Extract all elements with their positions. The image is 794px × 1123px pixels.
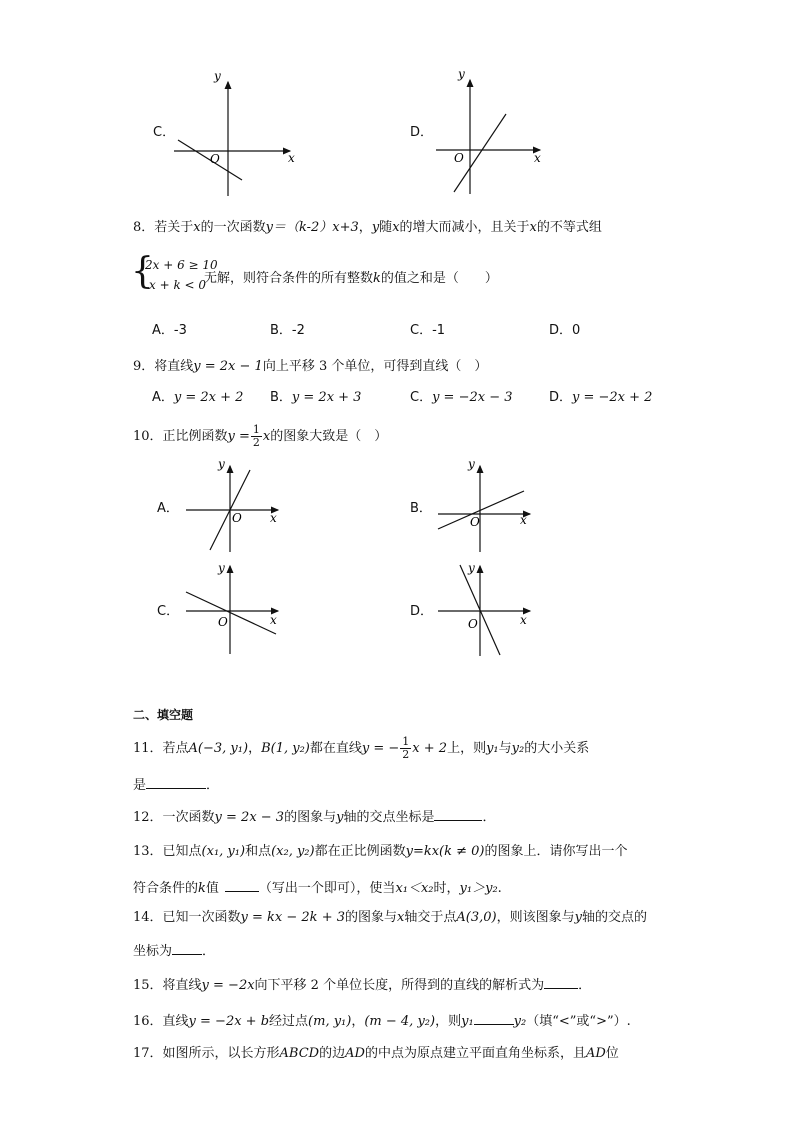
answer-blank[interactable] xyxy=(434,806,482,821)
eq: y = kx − 2k + 3 xyxy=(240,910,345,925)
text: 的不等式组 xyxy=(536,220,602,235)
q9-option-b[interactable] xyxy=(270,389,361,407)
var: y xyxy=(574,910,582,925)
q8-option-c[interactable]: C．-1 xyxy=(410,323,446,338)
x-label: x xyxy=(270,511,277,525)
text: 8．若关于 xyxy=(133,220,194,235)
denominator: 2 xyxy=(402,748,410,761)
q13-line2 xyxy=(133,877,502,898)
var: x xyxy=(262,429,271,444)
x-label: x xyxy=(520,513,527,527)
point-b: B(1, y₂) xyxy=(261,741,310,756)
q10-option-b-label[interactable]: B． xyxy=(410,501,432,516)
var: y xyxy=(371,220,380,235)
q10-graph-b xyxy=(432,456,542,556)
text: 位 xyxy=(605,1046,619,1061)
text: ． xyxy=(206,778,220,793)
label: B． xyxy=(270,390,292,405)
text: 的一次函数 xyxy=(200,220,266,235)
eq: y = xyxy=(227,429,250,444)
eq: y = −2x xyxy=(201,978,255,993)
q8-stem-line1 xyxy=(133,219,602,237)
q14-line2 xyxy=(133,940,215,961)
q9-option-d[interactable] xyxy=(549,389,652,407)
text: . xyxy=(497,881,502,896)
label: C． xyxy=(410,390,433,405)
section-heading: 二、填空题 xyxy=(133,708,194,722)
text: 12．一次函数 xyxy=(133,810,215,825)
func: y＝（k-2）x+3 xyxy=(265,220,359,235)
text: 10．正比例函数 xyxy=(133,429,228,444)
text: 是 xyxy=(133,778,147,793)
text: 上，则 xyxy=(447,741,487,756)
x-label: x xyxy=(520,613,527,627)
text: 随 xyxy=(379,220,393,235)
origin-label: O xyxy=(470,515,480,529)
cond: x₁＜x₂ xyxy=(395,881,434,896)
point: (x₂, y₂) xyxy=(271,844,315,859)
point: A(3,0) xyxy=(456,910,497,925)
text: 的值之和是（ ） xyxy=(380,271,498,286)
text: 向下平移 2 个单位长度，所得到的直线的解析式为 xyxy=(254,978,545,993)
q12 xyxy=(133,806,496,827)
var: y₂ xyxy=(513,1014,527,1029)
q9-option-a[interactable] xyxy=(152,389,243,407)
q8-inequality-2: x + k < 0 xyxy=(149,278,207,292)
q10-option-a-label[interactable]: A． xyxy=(157,501,179,516)
text: ． xyxy=(578,978,592,993)
numerator: 1 xyxy=(252,423,260,436)
q14-line1 xyxy=(133,909,647,927)
q7-graph-c xyxy=(168,68,308,198)
text: 16．直线 xyxy=(133,1014,189,1029)
var: y₁ xyxy=(461,1014,474,1029)
q17-line1 xyxy=(133,1045,619,1063)
origin-label: O xyxy=(232,511,242,525)
text: 符合条件的 xyxy=(133,881,199,896)
q15 xyxy=(133,974,591,995)
eq: y = 2x − 3 xyxy=(214,810,285,825)
q8-stem-line2 xyxy=(204,270,498,288)
var: x xyxy=(392,220,400,235)
eq: y = −2x + 2 xyxy=(572,390,653,405)
text: 无解，则符合条件的所有整数 xyxy=(204,271,374,286)
numerator: 1 xyxy=(402,735,410,748)
fraction xyxy=(400,736,411,761)
point: (x₁, y₁) xyxy=(201,844,246,859)
y-label: y xyxy=(214,69,221,83)
q10-graph-d xyxy=(432,560,542,660)
text: 经过点 xyxy=(269,1014,309,1029)
eq: y = 2x + 2 xyxy=(173,390,244,405)
var: AD xyxy=(345,1046,365,1061)
eq: y = 2x + 3 xyxy=(291,390,362,405)
text: 与 xyxy=(498,741,512,756)
eq: y = −2x + b xyxy=(188,1014,270,1029)
graph-line xyxy=(186,592,276,634)
text: ， xyxy=(248,741,262,756)
y-label: y xyxy=(468,457,475,471)
q16 xyxy=(133,1010,631,1031)
origin-label: O xyxy=(468,617,478,631)
q11-line1 xyxy=(133,736,589,761)
answer-blank[interactable] xyxy=(172,940,202,955)
graph-line xyxy=(438,491,524,529)
text: 的图象大致是（ ） xyxy=(270,429,388,444)
origin-label: O xyxy=(210,152,220,166)
x-label: x xyxy=(534,151,541,165)
text: 的增大而减小，且关于 xyxy=(399,220,530,235)
text: 轴交于点 xyxy=(404,910,457,925)
text: 15．将直线 xyxy=(133,978,202,993)
var: AD xyxy=(585,1046,606,1061)
y-label: y xyxy=(468,561,475,575)
point: (m − 4, y₂) xyxy=(364,1014,436,1029)
text: ， xyxy=(351,1014,365,1029)
text: 坐标为 xyxy=(133,944,173,959)
text: 轴的交点的 xyxy=(581,910,647,925)
eq: y = 2x − 1 xyxy=(193,359,263,374)
eq: y = − xyxy=(361,741,400,756)
var: x xyxy=(193,220,201,235)
q8-option-b[interactable]: B．-2 xyxy=(270,323,305,338)
var: x xyxy=(397,910,405,925)
text: 值 xyxy=(205,881,219,896)
text: （写出一个即可），使当 xyxy=(258,881,396,896)
var: ABCD xyxy=(279,1046,320,1061)
y-label: y xyxy=(218,457,225,471)
fraction xyxy=(251,424,262,449)
x-label: x xyxy=(288,151,295,165)
eq: y=kx(k ≠ 0) xyxy=(405,844,485,859)
q8-inequality-1: 2x + 6 ≥ 10 xyxy=(145,258,218,272)
text: 都在正比例函数 xyxy=(314,844,406,859)
eq: x + 2 xyxy=(412,741,448,756)
cond: y₁＞y₂ xyxy=(459,881,498,896)
text: 时， xyxy=(433,881,460,896)
var: y₂ xyxy=(511,741,525,756)
text: （填“<”或“>”）. xyxy=(526,1014,631,1029)
origin-label: O xyxy=(454,151,464,165)
q9-option-c[interactable] xyxy=(410,389,513,407)
point: (m, y₁) xyxy=(308,1014,352,1029)
q8-option-a[interactable]: A．-3 xyxy=(152,323,187,338)
denominator: 2 xyxy=(252,436,260,449)
text: 13．已知点 xyxy=(133,844,202,859)
q10-graph-c xyxy=(180,560,290,660)
q7-option-d-label: D． xyxy=(410,125,434,140)
label: D． xyxy=(549,390,573,405)
origin-label: O xyxy=(218,615,228,629)
q10-option-c-label[interactable]: C． xyxy=(157,604,180,619)
x-label: x xyxy=(270,613,277,627)
eq: y = −2x − 3 xyxy=(432,390,513,405)
label: A． xyxy=(152,390,174,405)
text: ，则 xyxy=(435,1014,462,1029)
q10-stem xyxy=(133,424,387,449)
system-brace: { xyxy=(131,251,154,292)
text: ， xyxy=(358,220,372,235)
q7-option-c-label: C． xyxy=(153,125,176,140)
text: 的图象与 xyxy=(345,910,398,925)
q10-graph-a xyxy=(180,456,290,556)
y-label: y xyxy=(218,561,225,575)
text: 11．若点 xyxy=(133,741,189,756)
text: 的图象上．请你写出一个 xyxy=(484,844,628,859)
text: ． xyxy=(482,810,496,825)
text: ，则该图象与 xyxy=(496,910,575,925)
var: y xyxy=(336,810,344,825)
q13-line1 xyxy=(133,843,628,861)
point-a: A(−3, y₁) xyxy=(188,741,249,756)
var: k xyxy=(373,271,381,286)
y-label: y xyxy=(458,67,465,81)
var: k xyxy=(198,881,206,896)
text: 和点 xyxy=(245,844,272,859)
text: 都在直线 xyxy=(309,741,362,756)
text: ． xyxy=(202,944,216,959)
text: 14．已知一次函数 xyxy=(133,910,241,925)
q10-option-d-label[interactable]: D． xyxy=(410,604,434,619)
q11-line2 xyxy=(133,774,219,795)
var: x xyxy=(529,220,537,235)
answer-blank[interactable] xyxy=(225,877,259,892)
text: 的边 xyxy=(319,1046,346,1061)
answer-blank[interactable] xyxy=(146,774,206,789)
q7-graph-d xyxy=(430,66,550,196)
text: 17．如图所示，以长方形 xyxy=(133,1046,280,1061)
text: 轴的交点坐标是 xyxy=(343,810,435,825)
text: 9．将直线 xyxy=(133,359,194,374)
q8-option-d[interactable]: D．0 xyxy=(549,323,581,338)
text: 的大小关系 xyxy=(524,741,590,756)
text: 的中点为原点建立平面直角坐标系，且 xyxy=(364,1046,586,1061)
answer-blank[interactable] xyxy=(544,974,578,989)
answer-blank[interactable] xyxy=(474,1010,514,1025)
var: y₁ xyxy=(486,741,499,756)
q9-stem xyxy=(133,358,487,376)
text: 向上平移 3 个单位，可得到直线（ ） xyxy=(262,359,488,374)
text: 的图象与 xyxy=(284,810,337,825)
